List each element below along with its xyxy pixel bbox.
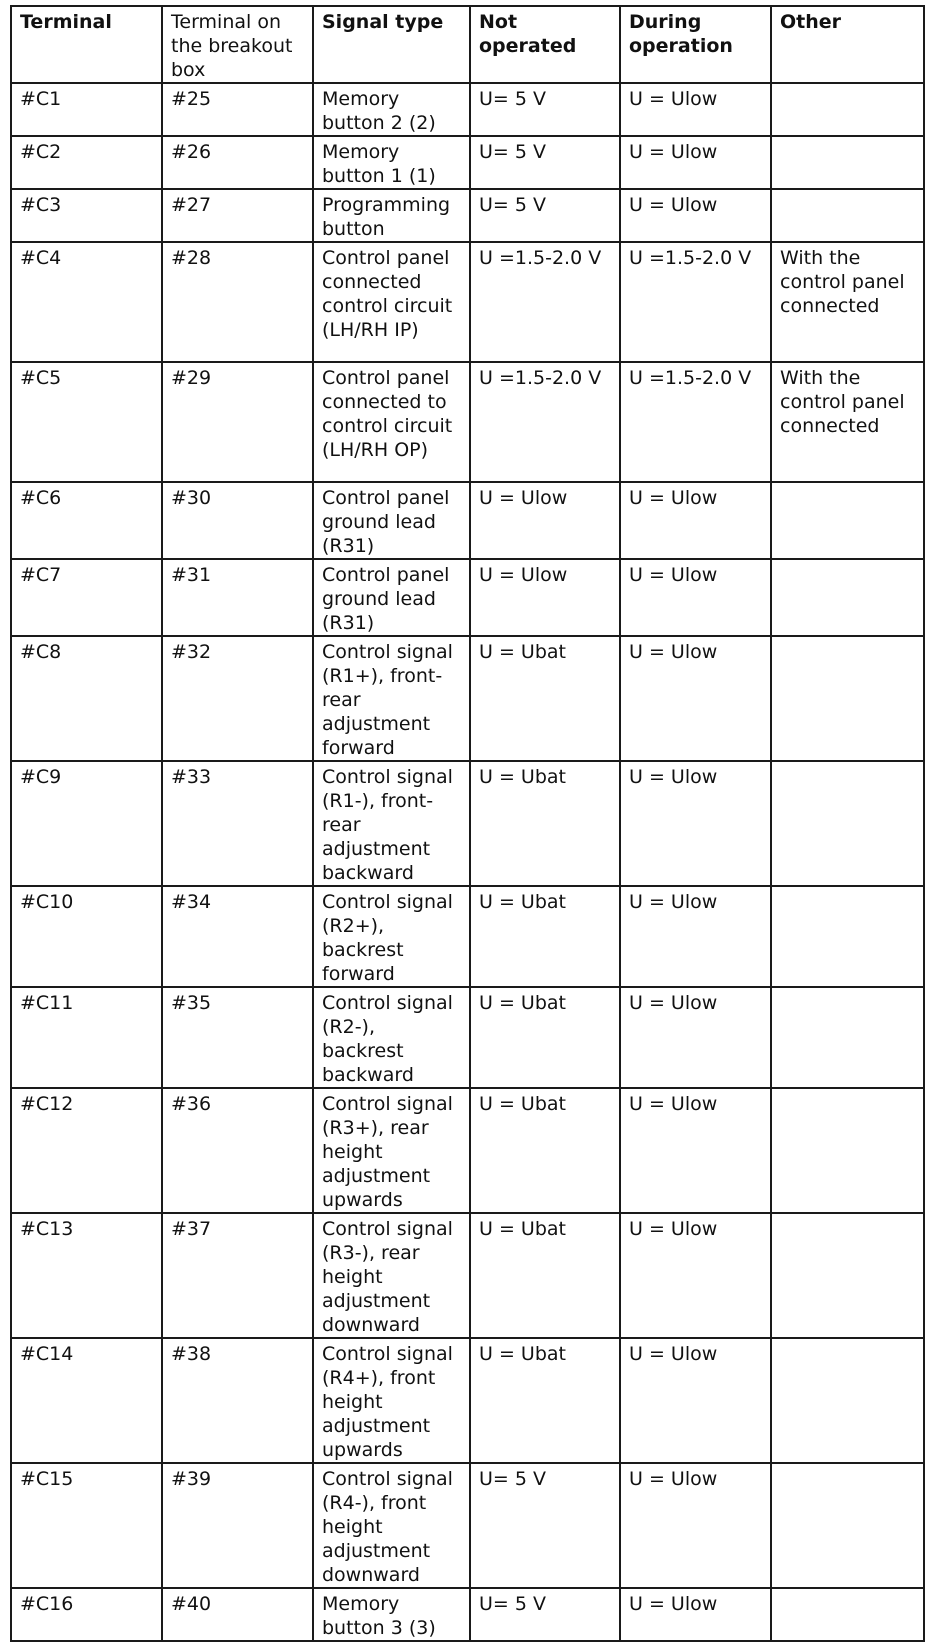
- cell-breakout: #37: [162, 1213, 313, 1338]
- cell-breakout: #35: [162, 987, 313, 1088]
- cell-terminal: #C1: [11, 83, 162, 136]
- header-other: Other: [771, 6, 924, 83]
- cell-during-operation: U = Ulow: [620, 1338, 771, 1463]
- table-row: [11, 1463, 924, 1588]
- table-row: [11, 761, 924, 886]
- cell-signal-type: Control panel connected control circuit (LH/RH IP): [313, 242, 470, 362]
- cell-not-operated: U = Ubat: [470, 1338, 620, 1463]
- cell-not-operated: U = Ubat: [470, 761, 620, 886]
- header-not-operated: Not operated: [470, 6, 620, 83]
- table-row: [11, 1213, 924, 1338]
- cell-signal-type: Control panel connected to control circuit (LH/RH OP): [313, 362, 470, 482]
- cell-breakout: #30: [162, 482, 313, 559]
- cell-other: [771, 1463, 924, 1588]
- cell-other: [771, 1213, 924, 1338]
- table-row: [11, 987, 924, 1088]
- cell-not-operated: U= 5 V: [470, 189, 620, 242]
- cell-signal-type: Control panel ground lead (R31): [313, 559, 470, 636]
- cell-during-operation: U = Ulow: [620, 636, 771, 761]
- table-row: [11, 83, 924, 136]
- table-row: [11, 362, 924, 482]
- header-terminal: Terminal: [11, 6, 162, 83]
- cell-other: [771, 987, 924, 1088]
- cell-during-operation: U = Ulow: [620, 1088, 771, 1213]
- cell-during-operation: U =1.5-2.0 V: [620, 362, 771, 482]
- table-row: [11, 1338, 924, 1463]
- table-row: [11, 136, 924, 189]
- cell-signal-type: Control signal (R1+), front-rear adjustment forward: [313, 636, 470, 761]
- cell-signal-type: Control signal (R3+), rear height adjustment upwards: [313, 1088, 470, 1213]
- cell-during-operation: U = Ulow: [620, 1463, 771, 1588]
- cell-terminal: #C16: [11, 1588, 162, 1641]
- cell-during-operation: U = Ulow: [620, 482, 771, 559]
- cell-breakout: #33: [162, 761, 313, 886]
- cell-signal-type: Control signal (R4-), front height adjustment downward: [313, 1463, 470, 1588]
- cell-during-operation: U = Ulow: [620, 83, 771, 136]
- cell-other: [771, 1338, 924, 1463]
- cell-not-operated: U =1.5-2.0 V: [470, 362, 620, 482]
- cell-other: [771, 761, 924, 886]
- cell-terminal: #C9: [11, 761, 162, 886]
- cell-other: With the control panel connected: [771, 362, 924, 482]
- cell-during-operation: U =1.5-2.0 V: [620, 242, 771, 362]
- cell-not-operated: U= 5 V: [470, 83, 620, 136]
- cell-other: [771, 636, 924, 761]
- cell-signal-type: Control panel ground lead (R31): [313, 482, 470, 559]
- cell-breakout: #26: [162, 136, 313, 189]
- table-row: [11, 242, 924, 362]
- header-breakout: Terminal on the breakout box: [162, 6, 313, 83]
- cell-other: [771, 886, 924, 987]
- cell-breakout: #40: [162, 1588, 313, 1641]
- table-row: [11, 482, 924, 559]
- cell-breakout: #27: [162, 189, 313, 242]
- cell-other: [771, 189, 924, 242]
- cell-during-operation: U = Ulow: [620, 1588, 771, 1641]
- cell-breakout: #34: [162, 886, 313, 987]
- cell-breakout: #38: [162, 1338, 313, 1463]
- cell-terminal: #C13: [11, 1213, 162, 1338]
- table-row: [11, 636, 924, 761]
- cell-terminal: #C6: [11, 482, 162, 559]
- cell-breakout: #32: [162, 636, 313, 761]
- cell-terminal: #C12: [11, 1088, 162, 1213]
- cell-breakout: #39: [162, 1463, 313, 1588]
- cell-signal-type: Memory button 3 (3): [313, 1588, 470, 1641]
- cell-during-operation: U = Ulow: [620, 761, 771, 886]
- cell-signal-type: Control signal (R4+), front height adjustment upwards: [313, 1338, 470, 1463]
- cell-not-operated: U = Ubat: [470, 987, 620, 1088]
- cell-breakout: #29: [162, 362, 313, 482]
- terminal-table: [10, 5, 925, 1642]
- table-row: [11, 886, 924, 987]
- cell-signal-type: Control signal (R1-), front-rear adjustment backward: [313, 761, 470, 886]
- cell-terminal: #C3: [11, 189, 162, 242]
- cell-breakout: #31: [162, 559, 313, 636]
- cell-terminal: #C4: [11, 242, 162, 362]
- cell-terminal: #C15: [11, 1463, 162, 1588]
- cell-signal-type: Memory button 2 (2): [313, 83, 470, 136]
- cell-terminal: #C14: [11, 1338, 162, 1463]
- table-body: [11, 83, 924, 1641]
- cell-during-operation: U = Ulow: [620, 559, 771, 636]
- table-row: [11, 189, 924, 242]
- header-during-operation: During operation: [620, 6, 771, 83]
- cell-breakout: #25: [162, 83, 313, 136]
- cell-not-operated: U = Ulow: [470, 559, 620, 636]
- cell-signal-type: Memory button 1 (1): [313, 136, 470, 189]
- cell-during-operation: U = Ulow: [620, 987, 771, 1088]
- table-row: [11, 559, 924, 636]
- table-header-row: [11, 6, 924, 83]
- cell-other: With the control panel connected: [771, 242, 924, 362]
- table-row: [11, 1588, 924, 1641]
- cell-not-operated: U = Ubat: [470, 636, 620, 761]
- cell-other: [771, 136, 924, 189]
- cell-signal-type: Control signal (R2+), backrest forward: [313, 886, 470, 987]
- cell-other: [771, 83, 924, 136]
- cell-not-operated: U = Ubat: [470, 886, 620, 987]
- cell-not-operated: U = Ubat: [470, 1088, 620, 1213]
- cell-not-operated: U = Ubat: [470, 1213, 620, 1338]
- cell-not-operated: U= 5 V: [470, 1588, 620, 1641]
- cell-not-operated: U= 5 V: [470, 136, 620, 189]
- cell-breakout: #28: [162, 242, 313, 362]
- cell-terminal: #C2: [11, 136, 162, 189]
- cell-terminal: #C10: [11, 886, 162, 987]
- cell-not-operated: U = Ulow: [470, 482, 620, 559]
- cell-during-operation: U = Ulow: [620, 136, 771, 189]
- cell-signal-type: Control signal (R3-), rear height adjustment downward: [313, 1213, 470, 1338]
- table-row: [11, 1088, 924, 1213]
- cell-other: [771, 1588, 924, 1641]
- cell-signal-type: Programming button: [313, 189, 470, 242]
- header-signal-type: Signal type: [313, 6, 470, 83]
- cell-not-operated: U =1.5-2.0 V: [470, 242, 620, 362]
- cell-breakout: #36: [162, 1088, 313, 1213]
- cell-terminal: #C5: [11, 362, 162, 482]
- cell-terminal: #C11: [11, 987, 162, 1088]
- cell-other: [771, 1088, 924, 1213]
- cell-not-operated: U= 5 V: [470, 1463, 620, 1588]
- cell-other: [771, 482, 924, 559]
- cell-other: [771, 559, 924, 636]
- cell-terminal: #C7: [11, 559, 162, 636]
- cell-terminal: #C8: [11, 636, 162, 761]
- cell-during-operation: U = Ulow: [620, 189, 771, 242]
- cell-signal-type: Control signal (R2-), backrest backward: [313, 987, 470, 1088]
- cell-during-operation: U = Ulow: [620, 886, 771, 987]
- cell-during-operation: U = Ulow: [620, 1213, 771, 1338]
